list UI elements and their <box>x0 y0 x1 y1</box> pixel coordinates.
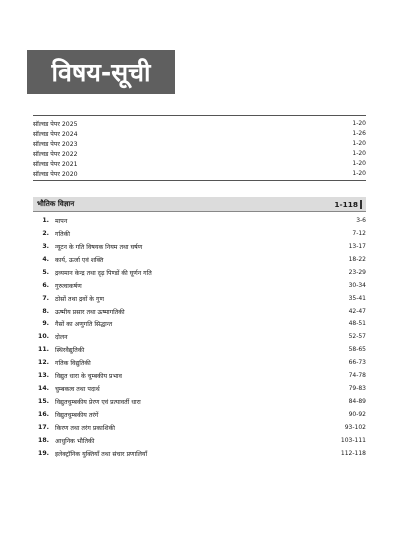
chapter-title: गुरुत्वाकर्षण <box>55 282 82 290</box>
chapter-row[interactable] <box>33 330 366 343</box>
chapter-pages: 79-83 <box>348 385 366 393</box>
chapter-number: 3. <box>42 242 49 250</box>
chapter-row[interactable] <box>33 395 366 408</box>
chapter-row[interactable] <box>33 318 366 331</box>
chapter-pages: 58-65 <box>348 346 366 354</box>
section-page-range: 1-118 <box>334 200 362 209</box>
chapter-number: 11. <box>38 346 49 354</box>
solved-paper-row[interactable] <box>33 158 366 168</box>
chapter-number: 14. <box>38 385 49 393</box>
solved-paper-pages: 1-26 <box>352 129 366 137</box>
solved-paper-pages: 1-20 <box>352 149 366 157</box>
chapter-row[interactable] <box>33 279 366 292</box>
page-title: विषय-सूची <box>51 57 151 87</box>
chapter-row[interactable] <box>33 447 366 460</box>
chapter-number: 18. <box>38 436 49 444</box>
chapter-row[interactable] <box>33 408 366 421</box>
solved-papers-section <box>33 115 366 181</box>
solved-paper-row[interactable] <box>33 138 366 148</box>
chapter-pages: 42-47 <box>348 307 366 315</box>
chapter-title: इलेक्ट्रॉनिक युक्तियाँ तथा संचार प्रणालियाँ <box>55 450 148 458</box>
chapter-pages: 35-41 <box>348 294 366 302</box>
chapter-number: 17. <box>38 423 49 431</box>
chapter-number: 2. <box>42 229 49 237</box>
chapter-number: 6. <box>42 281 49 289</box>
chapter-pages: 23-29 <box>348 268 366 276</box>
chapter-title: ऊष्मीय प्रसार तथा ऊष्मागतिकी <box>55 308 125 316</box>
solved-paper-label: सॉल्वड पेपर 2022 <box>33 150 78 158</box>
chapter-pages: 48-51 <box>348 320 366 328</box>
chapter-row[interactable] <box>33 434 366 447</box>
chapter-number: 19. <box>38 449 49 457</box>
chapter-number: 12. <box>38 359 49 367</box>
chapter-number: 1. <box>42 216 49 224</box>
chapter-pages: 18-22 <box>348 255 366 263</box>
chapter-pages: 7-12 <box>352 229 366 237</box>
solved-paper-pages: 1-20 <box>352 159 366 167</box>
chapter-list <box>33 214 366 460</box>
solved-paper-label: सॉल्वड पेपर 2020 <box>33 170 78 178</box>
solved-paper-pages: 1-20 <box>352 119 366 127</box>
chapter-number: 9. <box>42 320 49 328</box>
chapter-row[interactable] <box>33 227 366 240</box>
solved-paper-label: सॉल्वड पेपर 2023 <box>33 140 78 148</box>
chapter-title: स्थिरवैद्युतिकी <box>55 347 85 355</box>
chapter-pages: 103-111 <box>340 436 366 444</box>
chapter-number: 13. <box>38 372 49 380</box>
chapter-number: 15. <box>38 398 49 406</box>
chapter-row[interactable] <box>33 240 366 253</box>
section-title: भौतिक विज्ञान <box>37 199 75 208</box>
chapter-title: गैसों का अणुगति सिद्धान्त <box>55 321 113 329</box>
chapter-row[interactable] <box>33 305 366 318</box>
chapter-title: गतिक विद्युतिकी <box>55 360 91 368</box>
chapter-number: 7. <box>42 294 49 302</box>
chapter-row[interactable] <box>33 292 366 305</box>
solved-paper-row[interactable] <box>33 168 366 178</box>
chapter-title: किरण तथा तरंग प्रकाशिकी <box>55 424 115 432</box>
chapter-pages: 3-6 <box>356 216 366 224</box>
chapter-number: 8. <box>42 307 49 315</box>
solved-paper-row[interactable] <box>33 118 366 128</box>
solved-papers-list <box>33 116 366 180</box>
chapter-row[interactable] <box>33 382 366 395</box>
page-title-banner <box>27 50 175 94</box>
chapter-pages: 66-73 <box>348 359 366 367</box>
solved-paper-pages: 1-20 <box>352 169 366 177</box>
chapter-title: द्रव्यमान केन्द्र तथा दृढ़ पिण्डों की घूर्णन गति <box>55 269 152 277</box>
chapter-number: 10. <box>38 333 49 341</box>
chapter-pages: 90-92 <box>348 411 366 419</box>
chapter-row[interactable] <box>33 421 366 434</box>
chapter-pages: 84-89 <box>348 398 366 406</box>
chapter-title: चुम्बकत्व तथा पदार्थ <box>55 386 100 394</box>
chapter-pages: 13-17 <box>348 242 366 250</box>
chapter-title: विद्युत धारा के चुम्बकीय प्रभाव <box>55 373 122 381</box>
chapter-pages: 52-57 <box>348 333 366 341</box>
chapter-row[interactable] <box>33 343 366 356</box>
chapter-row[interactable] <box>33 369 366 382</box>
chapter-title: आधुनिक भौतिकी <box>55 437 95 445</box>
chapter-title: विद्युतचुम्बकीय तरंगें <box>55 412 99 420</box>
chapter-title: कार्य, ऊर्जा एवं शक्ति <box>55 256 104 264</box>
section-header <box>33 197 366 212</box>
solved-paper-label: सॉल्वड पेपर 2021 <box>33 160 78 168</box>
solved-paper-pages: 1-20 <box>352 139 366 147</box>
chapter-title: मापन <box>55 217 68 225</box>
bottom-divider <box>33 180 366 181</box>
chapter-title: गतिकी <box>55 230 70 238</box>
chapter-number: 5. <box>42 268 49 276</box>
solved-paper-label: सॉल्वड पेपर 2024 <box>33 130 78 138</box>
chapter-row[interactable] <box>33 266 366 279</box>
chapter-pages: 74-78 <box>348 372 366 380</box>
chapter-title: ठोसों तथा द्रवों के गुण <box>55 295 104 303</box>
chapter-number: 4. <box>42 255 49 263</box>
chapter-title: न्यूटन के गति विषयक नियम तथा घर्षण <box>55 243 143 251</box>
chapter-row[interactable] <box>33 253 366 266</box>
solved-paper-row[interactable] <box>33 128 366 138</box>
chapter-pages: 93-102 <box>344 423 366 431</box>
solved-paper-row[interactable] <box>33 148 366 158</box>
chapter-pages: 30-34 <box>348 281 366 289</box>
chapter-pages: 112-118 <box>340 449 366 457</box>
chapter-number: 16. <box>38 411 49 419</box>
chapter-title: विद्युतचुम्बकीय प्रेरण एवं प्रत्यावर्ती धारा <box>55 399 141 407</box>
solved-paper-label: सॉल्वड पेपर 2025 <box>33 120 78 128</box>
chapter-row[interactable] <box>33 214 366 227</box>
chapter-row[interactable] <box>33 356 366 369</box>
chapter-title: दोलन <box>55 334 68 342</box>
